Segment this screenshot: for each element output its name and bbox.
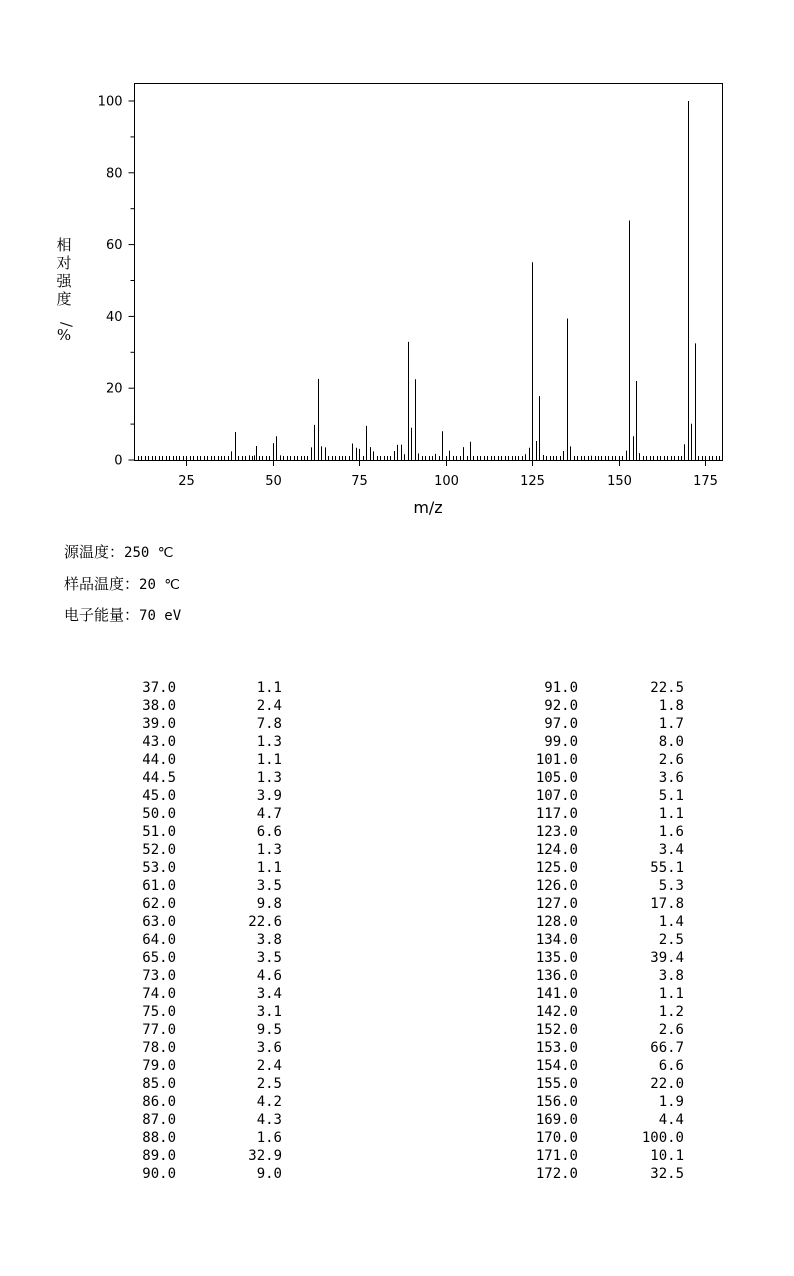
peak-table-row (120, 985, 282, 1003)
peak-intensity-value: 3.1 (256, 1004, 282, 1020)
peak-intensity-value: 9.0 (256, 1166, 282, 1182)
peak-mz-value: 127.0 (535, 896, 578, 912)
peak-mz-value: 135.0 (535, 950, 578, 966)
peak-mz-value: 87.0 (142, 1112, 176, 1128)
peak-mz-value: 92.0 (544, 698, 578, 714)
peak-table-row (522, 931, 684, 949)
peak-intensity-value: 100.0 (641, 1130, 684, 1146)
peak-table-row (120, 1093, 282, 1111)
peak-mz-value: 51.0 (142, 824, 176, 840)
peak-mz-value: 154.0 (535, 1058, 578, 1074)
y-axis-label-char: 对 (56, 254, 72, 272)
peak-mz-value: 44.0 (142, 752, 176, 768)
peak-table-row (522, 787, 684, 805)
peak-intensity-value: 1.1 (256, 680, 282, 696)
peak-intensity-value: 3.4 (658, 842, 684, 858)
y-tick-label-20: 20 (105, 381, 123, 397)
peak-table-row (120, 697, 282, 715)
peak-table-row (522, 949, 684, 967)
electron-energy (64, 604, 181, 625)
sample-temperature-label: 样品温度： (64, 575, 140, 593)
mass-spectrum-chart (0, 0, 794, 525)
peak-mz-value: 53.0 (142, 860, 176, 876)
peak-mz-value: 64.0 (142, 932, 176, 948)
peak-mz-value: 50.0 (142, 806, 176, 822)
peak-intensity-value: 4.7 (256, 806, 282, 822)
peak-intensity-value: 1.6 (256, 1130, 282, 1146)
peak-table-row (522, 1003, 684, 1021)
peak-intensity-value: 66.7 (650, 1040, 684, 1056)
peak-mz-value: 97.0 (544, 716, 578, 732)
x-tick-label-50: 50 (265, 474, 282, 489)
y-axis-label-char: 相 (56, 236, 72, 254)
x-tick-label-75: 75 (351, 474, 368, 489)
peak-mz-value: 101.0 (535, 752, 578, 768)
y-axis-label-char: / (57, 322, 76, 328)
peak-intensity-value: 1.1 (256, 860, 282, 876)
peak-mz-value: 128.0 (535, 914, 578, 930)
peak-mz-value: 134.0 (535, 932, 578, 948)
peak-mz-value: 142.0 (535, 1004, 578, 1020)
electron-energy-value: 70 eV (139, 608, 182, 624)
peak-intensity-value: 2.4 (256, 698, 282, 714)
peak-intensity-value: 10.1 (650, 1148, 684, 1164)
peak-intensity-value: 5.1 (658, 788, 684, 804)
peak-mz-value: 126.0 (535, 878, 578, 894)
peak-table-row (120, 715, 282, 733)
peak-mz-value: 73.0 (142, 968, 176, 984)
peak-mz-value: 61.0 (142, 878, 176, 894)
y-axis (98, 95, 135, 469)
peak-mz-value: 75.0 (142, 1004, 176, 1020)
peak-table-row (522, 1147, 684, 1165)
peak-intensity-value: 4.3 (256, 1112, 282, 1128)
electron-energy-label: 电子能量： (64, 606, 140, 624)
peak-mz-value: 37.0 (142, 680, 176, 696)
peak-intensity-value: 3.4 (256, 986, 282, 1002)
peak-table-row (522, 733, 684, 751)
peak-table-row (120, 931, 282, 949)
peak-mz-value: 124.0 (535, 842, 578, 858)
y-tick-label-100: 100 (97, 94, 123, 110)
peak-table-row (522, 751, 684, 769)
peak-mz-value: 74.0 (142, 986, 176, 1002)
peak-intensity-value: 9.5 (256, 1022, 282, 1038)
peak-table-row (522, 1039, 684, 1057)
peak-table-row (522, 679, 684, 697)
x-tick-label-175: 175 (693, 474, 718, 489)
peak-intensity-value: 2.5 (658, 932, 684, 948)
peak-table-row (120, 751, 282, 769)
peak-mz-value: 169.0 (535, 1112, 578, 1128)
peak-intensity-value: 55.1 (650, 860, 684, 876)
peak-table-row (120, 1057, 282, 1075)
peak-table-row (522, 1057, 684, 1075)
peak-mz-value: 170.0 (535, 1130, 578, 1146)
peak-intensity-value: 39.4 (650, 950, 684, 966)
x-tick-label-100: 100 (434, 474, 459, 489)
peak-table-row (120, 1075, 282, 1093)
peak-intensity-value: 1.1 (658, 986, 684, 1002)
y-axis-label (56, 236, 75, 344)
peak-mz-value: 79.0 (142, 1058, 176, 1074)
peak-table-row (120, 1003, 282, 1021)
peak-intensity-value: 7.8 (256, 716, 282, 732)
peak-intensity-value: 2.4 (256, 1058, 282, 1074)
peak-table-row (522, 1093, 684, 1111)
peak-mz-value: 86.0 (142, 1094, 176, 1110)
peak-table-row (120, 769, 282, 787)
y-tick-label-40: 40 (105, 309, 123, 325)
peak-mz-value: 136.0 (535, 968, 578, 984)
peak-table-row (522, 913, 684, 931)
peak-table-row (522, 1111, 684, 1129)
peak-intensity-value: 9.8 (256, 896, 282, 912)
peak-intensity-value: 1.9 (658, 1094, 684, 1110)
peak-table-row (120, 805, 282, 823)
peak-table-row (120, 841, 282, 859)
peak-intensity-value: 22.0 (650, 1076, 684, 1092)
peak-table-row (120, 787, 282, 805)
sample-temperature-value: 20 ℃ (139, 577, 181, 593)
peak-mz-value: 44.5 (142, 770, 176, 786)
peak-mz-value: 43.0 (142, 734, 176, 750)
peak-intensity-value: 3.6 (256, 1040, 282, 1056)
peak-table-row (522, 1165, 684, 1183)
peak-mz-value: 45.0 (142, 788, 176, 804)
peak-intensity-value: 2.6 (658, 1022, 684, 1038)
peak-mz-value: 107.0 (535, 788, 578, 804)
peak-mz-value: 105.0 (535, 770, 578, 786)
peak-mz-value: 65.0 (142, 950, 176, 966)
peak-table-row (120, 1039, 282, 1057)
peak-intensity-value: 1.3 (256, 770, 282, 786)
peak-mz-value: 155.0 (535, 1076, 578, 1092)
peak-mz-value: 85.0 (142, 1076, 176, 1092)
peak-table-row (522, 715, 684, 733)
peak-table-row (522, 1021, 684, 1039)
peak-intensity-value: 1.6 (658, 824, 684, 840)
x-tick-label-25: 25 (178, 474, 195, 489)
peak-table-row (120, 1147, 282, 1165)
peak-mz-value: 39.0 (142, 716, 176, 732)
x-axis (178, 460, 718, 489)
peak-mz-value: 152.0 (535, 1022, 578, 1038)
peak-intensity-value: 4.2 (256, 1094, 282, 1110)
peak-intensity-value: 1.1 (256, 752, 282, 768)
peak-intensity-value: 1.2 (658, 1004, 684, 1020)
y-axis-label-char: % (56, 326, 72, 344)
peak-mz-value: 171.0 (535, 1148, 578, 1164)
peak-intensity-value: 22.5 (650, 680, 684, 696)
peak-table-row (120, 895, 282, 913)
peak-mz-value: 123.0 (535, 824, 578, 840)
peak-mz-value: 89.0 (142, 1148, 176, 1164)
peak-intensity-value: 8.0 (658, 734, 684, 750)
peak-intensity-value: 6.6 (658, 1058, 684, 1074)
peak-table-row (120, 1111, 282, 1129)
peak-mz-value: 90.0 (142, 1166, 176, 1182)
peak-table-row (120, 859, 282, 877)
source-temperature-value: 250 ℃ (124, 545, 174, 561)
peak-table-left (120, 679, 282, 1183)
peak-table-row (522, 877, 684, 895)
peak-table-row (120, 679, 282, 697)
peak-intensity-value: 1.3 (256, 734, 282, 750)
peak-table-row (522, 769, 684, 787)
peak-table-row (522, 1129, 684, 1147)
peak-table-row (522, 697, 684, 715)
peak-table-row (522, 859, 684, 877)
peak-mz-value: 63.0 (142, 914, 176, 930)
sample-temperature (64, 573, 180, 594)
peak-intensity-value: 2.5 (256, 1076, 282, 1092)
peak-intensity-value: 32.5 (650, 1166, 684, 1182)
peak-table-row (120, 1165, 282, 1183)
peak-mz-value: 88.0 (142, 1130, 176, 1146)
peak-mz-value: 91.0 (544, 680, 578, 696)
peak-intensity-value: 3.9 (256, 788, 282, 804)
y-axis-label-char: 度 (56, 290, 72, 308)
peak-intensity-value: 1.7 (658, 716, 684, 732)
peak-table-row (522, 967, 684, 985)
peak-table-row (120, 823, 282, 841)
peak-mz-value: 125.0 (535, 860, 578, 876)
peak-intensity-value: 1.8 (658, 698, 684, 714)
peak-mz-value: 62.0 (142, 896, 176, 912)
peak-mz-value: 156.0 (535, 1094, 578, 1110)
peak-table-row (522, 1075, 684, 1093)
peak-table-row (120, 877, 282, 895)
y-tick-label-60: 60 (105, 238, 123, 254)
peak-table-row (522, 895, 684, 913)
y-tick-label-80: 80 (105, 166, 123, 182)
x-minor-ticks (139, 456, 720, 460)
peak-table-row (120, 1129, 282, 1147)
peak-mz-value: 38.0 (142, 698, 176, 714)
peak-mz-value: 77.0 (142, 1022, 176, 1038)
peak-mz-value: 52.0 (142, 842, 176, 858)
peak-mz-value: 78.0 (142, 1040, 176, 1056)
x-axis-label: m/z (413, 498, 443, 517)
peak-table-row (120, 913, 282, 931)
peak-table-row (522, 841, 684, 859)
peak-table-right (522, 679, 684, 1183)
peak-table-row (522, 985, 684, 1003)
peak-intensity-value: 1.3 (256, 842, 282, 858)
peak-intensity-value: 4.6 (256, 968, 282, 984)
y-tick-label-0: 0 (114, 453, 123, 469)
source-temperature-label: 源温度： (64, 543, 125, 561)
peak-intensity-value: 17.8 (650, 896, 684, 912)
source-temperature (64, 541, 173, 562)
peak-table-row (120, 1021, 282, 1039)
peak-intensity-value: 3.5 (256, 950, 282, 966)
peak-mz-value: 117.0 (535, 806, 578, 822)
peak-table-row (120, 733, 282, 751)
peak-intensity-value: 1.1 (658, 806, 684, 822)
peak-bars (229, 101, 696, 460)
plot-frame (135, 84, 723, 461)
peak-mz-value: 153.0 (535, 1040, 578, 1056)
peak-table-row (120, 967, 282, 985)
peak-intensity-value: 6.6 (256, 824, 282, 840)
peak-intensity-value: 22.6 (248, 914, 282, 930)
peak-intensity-value: 2.6 (658, 752, 684, 768)
peak-mz-value: 141.0 (535, 986, 578, 1002)
peak-intensity-value: 5.3 (658, 878, 684, 894)
x-tick-label-150: 150 (607, 474, 632, 489)
peak-intensity-value: 1.4 (658, 914, 684, 930)
peak-table-row (120, 949, 282, 967)
peak-intensity-value: 3.5 (256, 878, 282, 894)
peak-intensity-value: 3.8 (256, 932, 282, 948)
y-axis-label-char: 强 (56, 272, 72, 290)
peak-intensity-value: 4.4 (658, 1112, 684, 1128)
x-tick-label-125: 125 (520, 474, 545, 489)
peak-intensity-value: 3.8 (658, 968, 684, 984)
peak-mz-value: 172.0 (535, 1166, 578, 1182)
peak-mz-value: 99.0 (544, 734, 578, 750)
peak-table-row (522, 805, 684, 823)
peak-intensity-value: 3.6 (658, 770, 684, 786)
peak-intensity-value: 32.9 (248, 1148, 282, 1164)
peak-table-row (522, 823, 684, 841)
